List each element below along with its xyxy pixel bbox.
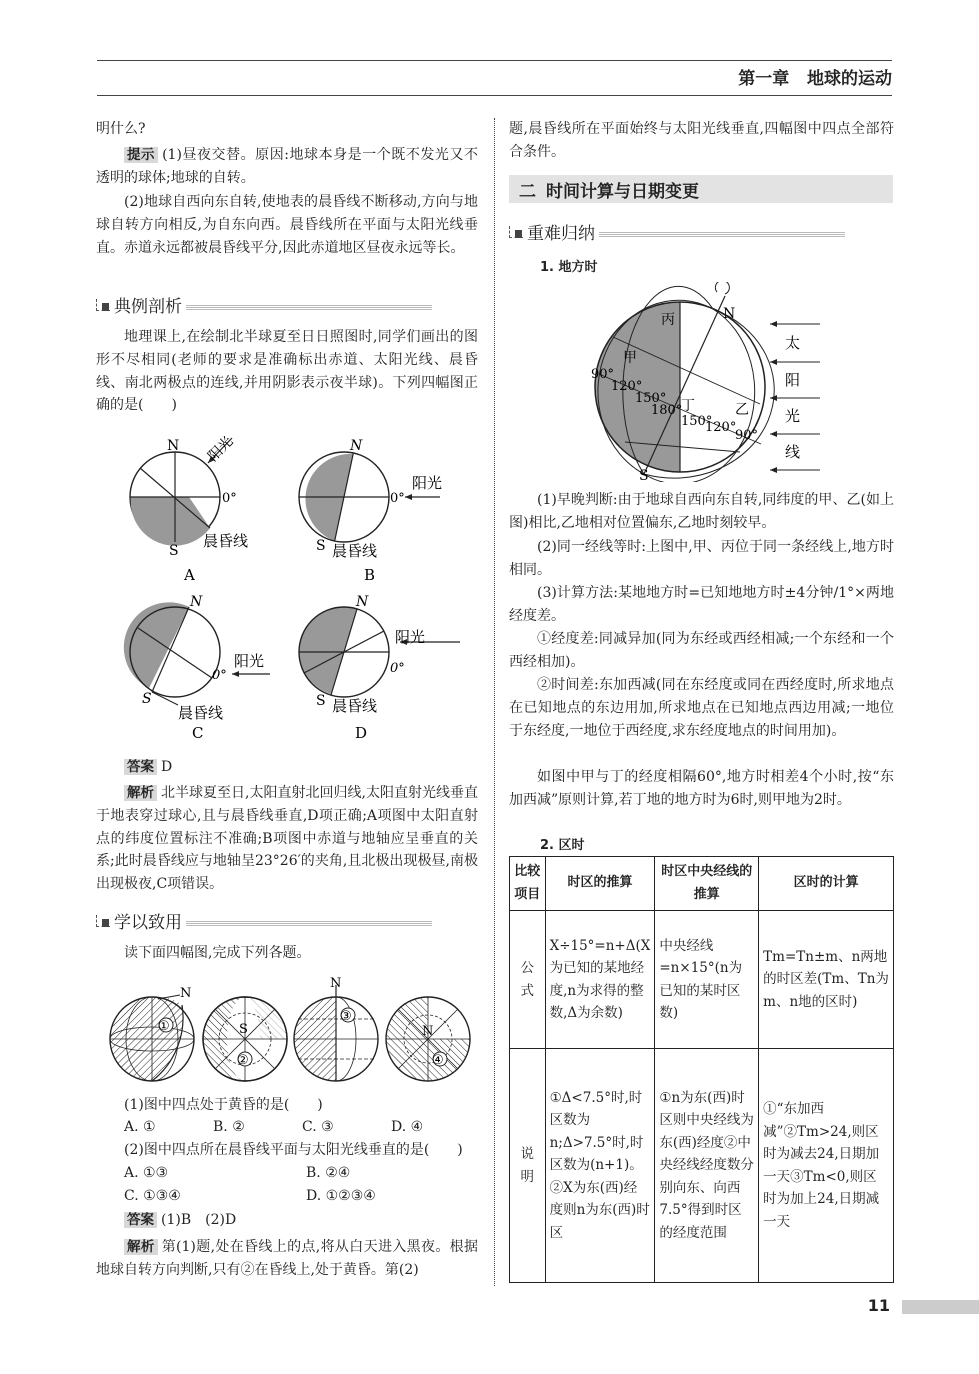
answer-text: D <box>161 759 173 775</box>
q1-option-c[interactable]: C. ③ <box>302 1119 334 1135</box>
hint-text: (1)昼夜交替。原因:地球本身是一个既不发光又不透明的球体;地球的自转。 <box>96 147 479 186</box>
section-icon <box>96 299 110 311</box>
hint-paragraph-2: (2)地球自西向东自转,使地表的晨昏线不断移动,方向与地球自转方向相反,为自东向西。晨昏线所在平面与太阳光线垂直。赤道永远都被晨昏线平分,因此赤道地区昼夜永远等长。 <box>96 194 478 256</box>
table-cell: ①n为东(西)时区则中央经线为东(西)经度②中央经线经度数分别向东、向西7.5°得到时区的经度范围 <box>655 1049 759 1283</box>
table-header-cell: 比较项目 <box>510 857 546 911</box>
fig-a-zero: 0° <box>222 491 237 506</box>
practice-intro: 读下面四幅图,完成下列各题。 <box>124 945 311 961</box>
sun-char-2: 阳 <box>785 371 801 389</box>
practice-answer <box>96 1209 478 1232</box>
table-cell: Tm=Tn±m、n两地的时区差(Tm、Tn为m、n地的区时) <box>759 911 894 1049</box>
section-practice-title: 学以致用 <box>114 913 182 933</box>
fig-a-term: 晨昏线 <box>203 532 249 550</box>
sun-char-3: 光 <box>785 407 801 425</box>
globe-yi: 乙 <box>735 402 749 418</box>
fig-d-s: S <box>316 693 326 709</box>
fig-b-label: B <box>364 566 376 584</box>
zone-time-table <box>509 856 894 1283</box>
header-rule-top <box>97 60 892 61</box>
fig-a-sun: 阳光 <box>205 433 237 465</box>
practice-q2: (2)图中四点所在晨昏线平面与太阳光线垂直的是( ) <box>124 1142 463 1158</box>
table-header-cell: 区时的计算 <box>759 857 894 911</box>
intro-line: 明什么? <box>96 121 146 137</box>
globe-120b: 120° <box>705 420 737 435</box>
table-row <box>510 911 894 1049</box>
figure-option-a <box>130 433 248 584</box>
globe-90b: 90° <box>735 428 759 443</box>
table-header-row <box>510 857 894 911</box>
table-cell: ①“东加西减”②Tm>24,则区时为减去24,日期加一天③Tm<0,则区时为加上24,日期减一天 <box>759 1049 894 1283</box>
globe-ding: 丁 <box>681 398 695 414</box>
fig-c-label: C <box>192 724 204 742</box>
practice-q1-options <box>124 1116 484 1139</box>
table-row <box>510 1049 894 1283</box>
fig-d-term: 晨昏线 <box>332 697 378 715</box>
globe1-n: N <box>180 986 192 1001</box>
explanation-tag: 解析 <box>124 785 157 801</box>
globe-150a: 150° <box>635 391 667 406</box>
table-header-cell: 时区中央经线的推算 <box>655 857 759 911</box>
answer-line <box>96 756 478 779</box>
footer-bar <box>902 1300 979 1314</box>
globe-90a: 90° <box>591 367 615 382</box>
section-heading <box>509 175 893 203</box>
practice-answer-tag: 答案 <box>124 1212 157 1228</box>
globe2-point: ② <box>237 1053 249 1068</box>
table-cell: 说明 <box>510 1049 546 1283</box>
rule-paragraph-2: (2)同一经线等时:上图中,甲、丙位于同一条经线上,地方时相同。 <box>509 539 894 578</box>
practice-figure <box>100 975 480 1090</box>
rule-paragraph-1: (1)早晚判断:由于地球自西向东自转,同纬度的甲、乙(如上图)相比,乙地相对位置偏东,乙地时刻较早。 <box>509 492 894 531</box>
rule-paragraph-3: (3)计算方法:某地地方时=已知地地方时±4分钟/1°×两地经度差。 <box>509 585 894 624</box>
rule-paragraph-4: ①经度差:同减异加(同为东经或西经相减;一个东经和一个西经相加)。 <box>509 631 894 670</box>
fig-b-zero: 0° <box>390 491 405 506</box>
globe-jia: 甲 <box>623 350 637 366</box>
fig-d-n: N <box>356 594 369 610</box>
chapter-title: 地球的运动 <box>807 69 892 89</box>
hint-paragraph <box>96 144 478 190</box>
heading-zone-time: 2. 区时 <box>540 838 585 853</box>
practice-q2-options-row1 <box>124 1162 484 1185</box>
practice-globe-3 <box>294 976 378 1081</box>
section-key-points <box>509 219 845 244</box>
fig-c-n: N <box>190 594 203 610</box>
section-icon <box>96 915 110 927</box>
section-practice <box>96 908 432 933</box>
section-rule <box>599 232 845 238</box>
practice-q1: (1)图中四点处于黄昏的是( ) <box>124 1097 323 1113</box>
fig-a-label: A <box>184 566 195 584</box>
fig-c-s: S <box>142 691 152 707</box>
q1-option-b[interactable]: B. ② <box>213 1119 245 1135</box>
hint-tag: 提示 <box>124 147 158 163</box>
table-header-cell: 时区的推算 <box>545 857 655 911</box>
section-heading-title: 时间计算与日期变更 <box>546 181 699 202</box>
example-figure <box>100 430 475 750</box>
globe1-point: ① <box>158 1019 170 1034</box>
column-divider <box>494 118 495 1286</box>
globe4-point: ④ <box>432 1053 444 1068</box>
fig-d-zero: 0° <box>390 661 405 676</box>
page-number: 11 <box>867 1296 890 1315</box>
practice-answer-text: (1)B (2)D <box>161 1212 237 1228</box>
section-rule <box>186 305 432 311</box>
continued-text: 题,晨昏线所在平面始终与太阳光线垂直,四幅图中四点全部符合条件。 <box>509 121 894 160</box>
q2-option-c[interactable]: C. ①③④ <box>124 1188 181 1204</box>
figure-option-d <box>299 594 460 742</box>
q1-option-a[interactable]: A. ① <box>124 1119 156 1135</box>
table-cell: ①Δ<7.5°时,时区数为n;Δ>7.5°时,时区数为(n+1)。②X为东(西)经度则n为东(西)时区 <box>545 1049 655 1283</box>
fig-b-sun: 阳光 <box>412 474 443 492</box>
rule-paragraph-6: 如图中甲与丁的经度相隔60°,地方时相差4个小时,按“东加西减”原则计算,若丁地的地方时为6时,则甲地为2时。 <box>509 769 894 808</box>
heading-local-time: 1. 地方时 <box>540 260 598 275</box>
fig-b-s: S <box>316 538 326 554</box>
page-header <box>650 64 892 89</box>
explanation-paragraph <box>96 782 478 896</box>
fig-c-term: 晨昏线 <box>178 704 224 722</box>
q2-option-a[interactable]: A. ①③ <box>124 1165 169 1181</box>
practice-globe-1 <box>110 986 194 1081</box>
practice-globe-2 <box>203 997 287 1081</box>
globe-180: 180° <box>651 403 683 418</box>
q2-option-b[interactable]: B. ②④ <box>306 1165 351 1181</box>
example-question: 地理课上,在绘制北半球夏至日日照图时,同学们画出的图形不尽相同(老师的要求是准确标出赤道、太阳光线、晨昏线、南北两极点的连线,并用阴影表示夜半球)。下列四幅图正确的是( ) <box>96 329 478 414</box>
q2-option-d[interactable]: D. ①②③④ <box>306 1188 376 1204</box>
local-time-globe <box>585 282 845 482</box>
practice-q2-options-row2 <box>124 1185 484 1208</box>
fig-a-s: S <box>169 543 179 559</box>
sun-char-1: 太 <box>785 334 801 352</box>
fig-d-label: D <box>355 724 368 742</box>
globe-150b: 150° <box>681 414 713 429</box>
figure-option-b <box>297 438 442 584</box>
chapter-number: 第一章 <box>738 69 790 89</box>
globe-s: S <box>639 468 649 482</box>
fig-c-sun: 阳光 <box>234 652 265 670</box>
globe3-n: N <box>330 976 342 991</box>
section-key-points-title: 重难归纳 <box>527 224 595 244</box>
section-rule <box>186 921 432 927</box>
fig-b-term: 晨昏线 <box>332 542 378 560</box>
fig-a-n: N <box>167 438 180 454</box>
globe4-n: N <box>422 1024 434 1039</box>
fig-b-n: N <box>350 438 363 454</box>
sun-char-4: 线 <box>785 443 801 461</box>
answer-tag: 答案 <box>124 759 157 775</box>
header-rule-bottom <box>97 95 892 96</box>
globe-bing: 丙 <box>661 312 675 328</box>
figure-option-c <box>124 594 270 742</box>
q1-option-d[interactable]: D. ④ <box>391 1119 424 1135</box>
section-example <box>96 292 432 317</box>
explanation-text: 北半球夏至日,太阳直射北回归线,太阳直射光线垂直于地表穿过球心,且与晨昏线垂直,D项正确;A项图中太阳直射点的纬度位置标注不准确;B项图中赤道与地轴应呈垂直的关系;此时晨昏线应与地轴呈23°26′的夹角,且北极出现极昼,南极出现极夜,C项错误。 <box>96 785 479 893</box>
fig-c-zero: 0° <box>212 668 227 683</box>
table-cell: X÷15°=n+Δ(X为已知的某地经度,n为求得的整数,Δ为余数) <box>545 911 655 1049</box>
table-cell: 中央经线=n×15°(n为已知的某时区数) <box>655 911 759 1049</box>
practice-globe-4 <box>386 997 470 1081</box>
section-icon <box>509 226 523 238</box>
fig-d-sun: 阳光 <box>395 628 426 646</box>
section-number: 二 <box>519 181 536 202</box>
globe2-s: S <box>239 1022 248 1037</box>
practice-explanation <box>96 1236 478 1282</box>
table-cell: 公式 <box>510 911 546 1049</box>
practice-explanation-text: 第(1)题,处在昏线上的点,将从白天进入黑夜。根据地球自转方向判断,只有②在昏线上,处于黄昏。第(2) <box>96 1239 479 1278</box>
section-example-title: 典例剖析 <box>114 297 182 317</box>
globe3-point: ③ <box>340 1009 352 1024</box>
globe-n: N <box>723 306 736 322</box>
globe-120a: 120° <box>611 379 643 394</box>
practice-explanation-tag: 解析 <box>124 1239 158 1255</box>
rule-paragraph-5: ②时间差:东加西减(同在东经度或同在西经度时,所求地点在已知地点的东边用加,所求地点在已知地点西边用减;一地位于东经度,一地位于西经度,求东经度地点的时间用加)。 <box>509 677 894 739</box>
